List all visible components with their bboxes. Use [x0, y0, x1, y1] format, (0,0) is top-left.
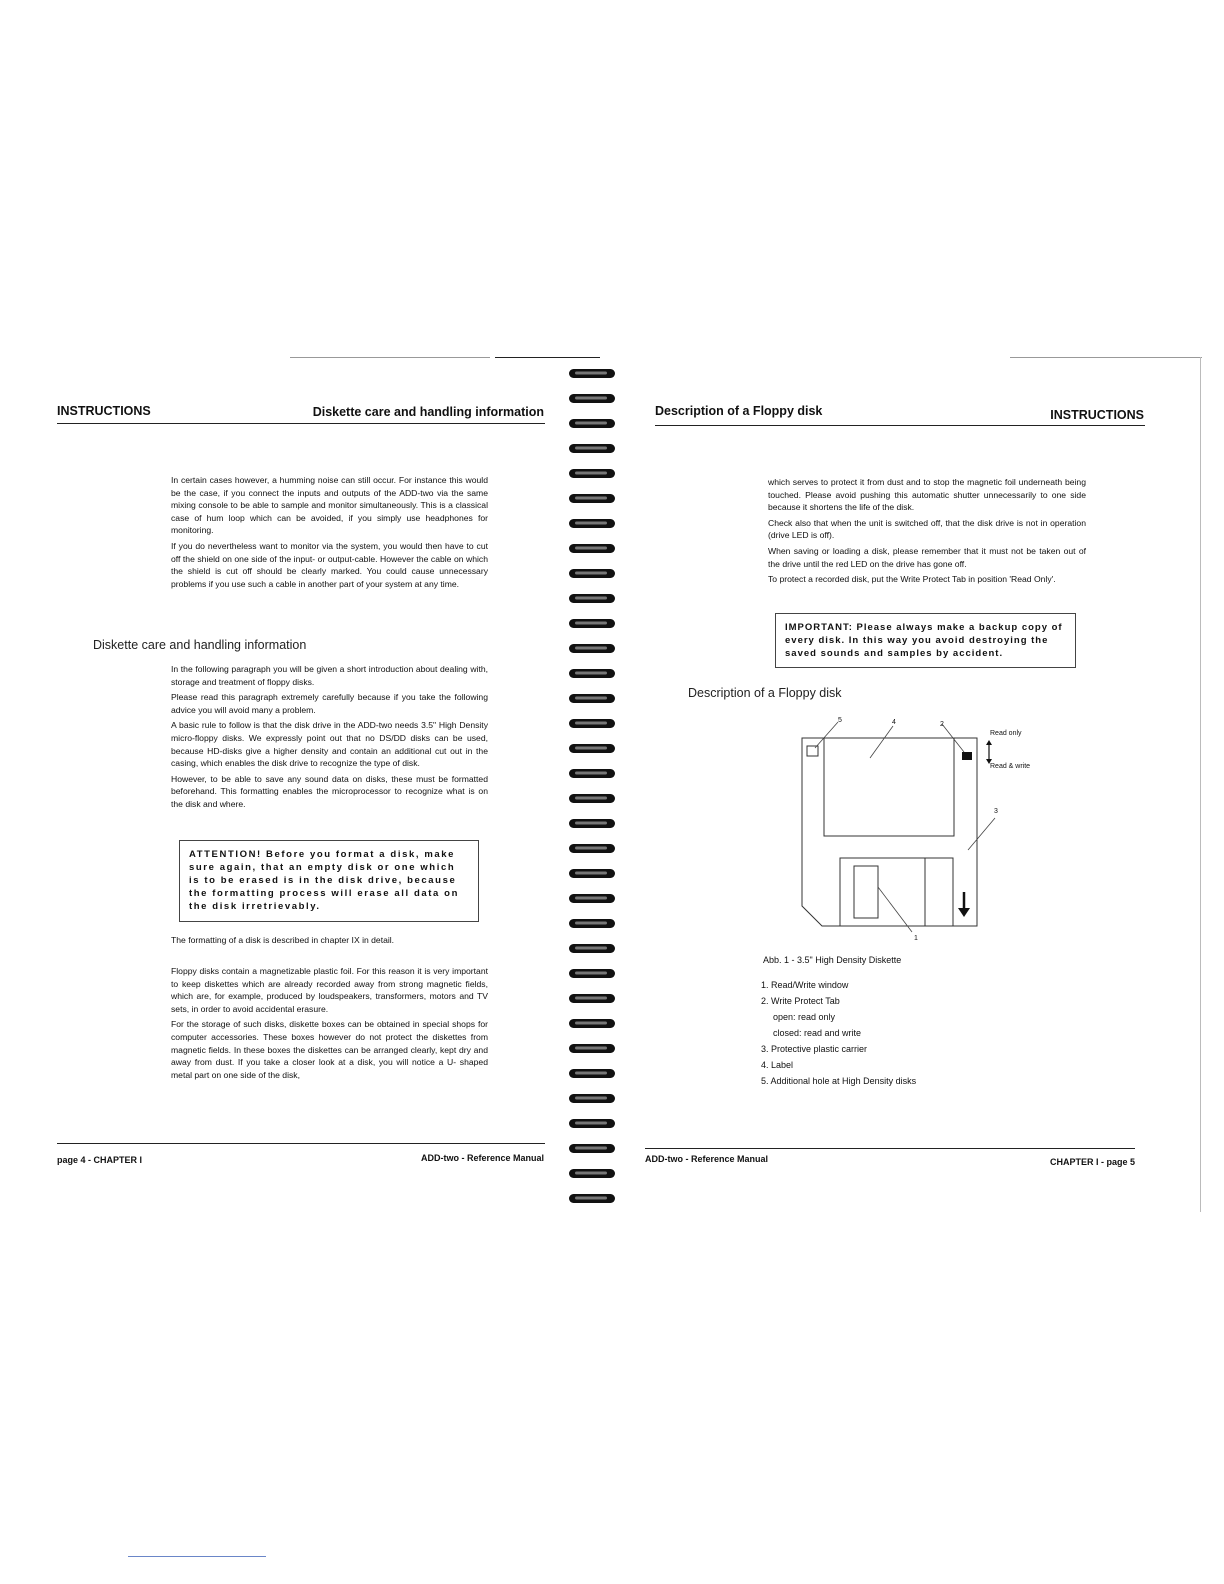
attention-box: ATTENTION! Before you format a disk, make sure again, that an empty disk or one which is to be erased is in the disk drive, because the formatting process will erase all data on the disk irretrievably. — [179, 840, 479, 922]
legend-item: 1. Read/Write window — [761, 980, 849, 990]
left-section-title: Diskette care and handling information — [93, 638, 307, 652]
paragraph: In certain cases however, a humming noise can still occur. For instance this would be the case, if you connect the inputs and outputs of the ADD-two via the same mixing console to be able to sample and monitor simultaneously. This is a classical case of hum loop which can be avoided, if you simply use headphones for monitoring. — [171, 475, 488, 536]
figure-caption: Abb. 1 - 3.5" High Density Diskette — [763, 955, 902, 965]
formatting-note: The formatting of a disk is described in chapter IX in detail. — [171, 935, 395, 945]
callout-2: 2 — [940, 721, 944, 728]
right-header-rule — [655, 425, 1145, 426]
right-header-title: INSTRUCTIONS — [1050, 408, 1144, 422]
metal-shutter — [840, 858, 953, 926]
label-area — [824, 738, 954, 836]
spiral-binding — [565, 365, 625, 1210]
read-write-label: Read & write — [990, 763, 1031, 770]
left-footer-page: page 4 - CHAPTER I — [57, 1155, 143, 1165]
paragraph: A basic rule to follow is that the disk drive in the ADD-two needs 3.5" High Density micro-floppy disks. We expressly point out that no DS/DD disks can be used, because HD-disks give a higher density and contain an additional cut out in the casing, which enables the disk drive to recognize the type of disk. — [171, 720, 488, 769]
legend-item: closed: read and write — [773, 1028, 862, 1038]
read-write-window — [854, 866, 878, 918]
legend-item: 3. Protective plastic carrier — [761, 1044, 868, 1054]
right-intro-text — [768, 476, 1086, 589]
important-box: IMPORTANT: Please always make a backup copy of every disk. In this way you avoid destroying the saved sounds and samples by accident. — [775, 613, 1076, 668]
paragraph: Floppy disks contain a magnetizable plastic foil. For this reason it is very important to keep diskettes which are already recorded away from strong magnetic fields, which are, for example, produced by loudspeakers, transformers, motors and TV sets, in order to avoid accidental erasure. — [171, 966, 488, 1014]
paragraph: In the following paragraph you will be given a short introduction about dealing with, storage and treatment of floppy disks. — [171, 664, 488, 687]
left-header-section: Diskette care and handling information — [312, 405, 544, 419]
right-footer-manual: ADD-two - Reference Manual — [645, 1154, 769, 1164]
left-footer-rule — [57, 1143, 545, 1144]
top-rule-right-page — [1010, 357, 1202, 358]
top-rule-faint — [290, 357, 490, 358]
top-rule-left-page — [495, 357, 600, 358]
left-footer-manual: ADD-two - Reference Manual — [420, 1153, 544, 1163]
right-footer-page: CHAPTER I - page 5 — [1049, 1157, 1135, 1167]
figure-legend — [761, 977, 916, 1089]
scan-mark-line — [128, 1556, 266, 1557]
paragraph: Please read this paragraph extremely carefully because if you take the following advice you will avoid many a problem. — [171, 692, 488, 715]
right-page-edge — [1200, 357, 1201, 1212]
hd-hole — [807, 746, 818, 756]
write-protect-tab — [962, 752, 972, 760]
callout-4: 4 — [892, 719, 896, 726]
paragraph: When saving or loading a disk, please remember that it must not be taken out of the drive until the red LED on the drive has gone off. — [768, 545, 1086, 569]
left-intro-text — [171, 474, 488, 593]
paragraph: To protect a recorded disk, put the Write Protect Tab in position 'Read Only'. — [768, 574, 1056, 585]
left-section-text — [171, 663, 488, 814]
callout-1: 1 — [914, 935, 918, 942]
legend-item: 4. Label — [761, 1060, 794, 1070]
right-footer-rule — [645, 1148, 1135, 1149]
paragraph: which serves to protect it from dust and to stop the magnetic foil underneath being touched. Please avoid pushing this automatic shutter unnecessarily to one side because it shortens the life of the disk. — [768, 477, 1086, 513]
callout-5: 5 — [838, 717, 842, 724]
paragraph: However, to be able to save any sound data on disks, these must be formatted beforehand. This formatting enables the microprocessor to recognize what is on the disk and where. — [171, 773, 488, 809]
left-header-title: INSTRUCTIONS — [57, 404, 151, 418]
left-closing-text — [171, 965, 488, 1084]
callout-3: 3 — [994, 808, 998, 815]
left-header-rule — [57, 423, 545, 424]
read-only-label: Read only — [990, 730, 1022, 737]
floppy-disk-diagram — [790, 712, 1050, 947]
legend-item: 5. Additional hole at High Density disks — [761, 1076, 917, 1086]
legend-item: 2. Write Protect Tab — [761, 996, 840, 1006]
paragraph: For the storage of such disks, diskette boxes can be obtained in special shops for computer accessories. These boxes however do not protect the diskettes from magnetic fields. In these boxes the diskettes can be arranged clearly, kept dry and away from dust. If you take a closer look at a disk, you will notice a U- shaped metal part on one side of the disk, — [171, 1019, 488, 1080]
right-header-section: Description of a Floppy disk — [655, 404, 823, 418]
right-section-title: Description of a Floppy disk — [688, 686, 842, 700]
paragraph: If you do nevertheless want to monitor via the system, you would then have to cut off the shield on one side of the input- or output-cable. However the cable on which the shield is cut off should be clearly marked. You could cause unnecessary problems if you use such a cable in another part of your system at any time. — [171, 540, 488, 589]
legend-item: open: read only — [773, 1012, 836, 1022]
disk-outline — [802, 738, 977, 926]
paragraph: Check also that when the unit is switched off, that the disk drive is not in operation (drive LED is off). — [768, 517, 1086, 541]
